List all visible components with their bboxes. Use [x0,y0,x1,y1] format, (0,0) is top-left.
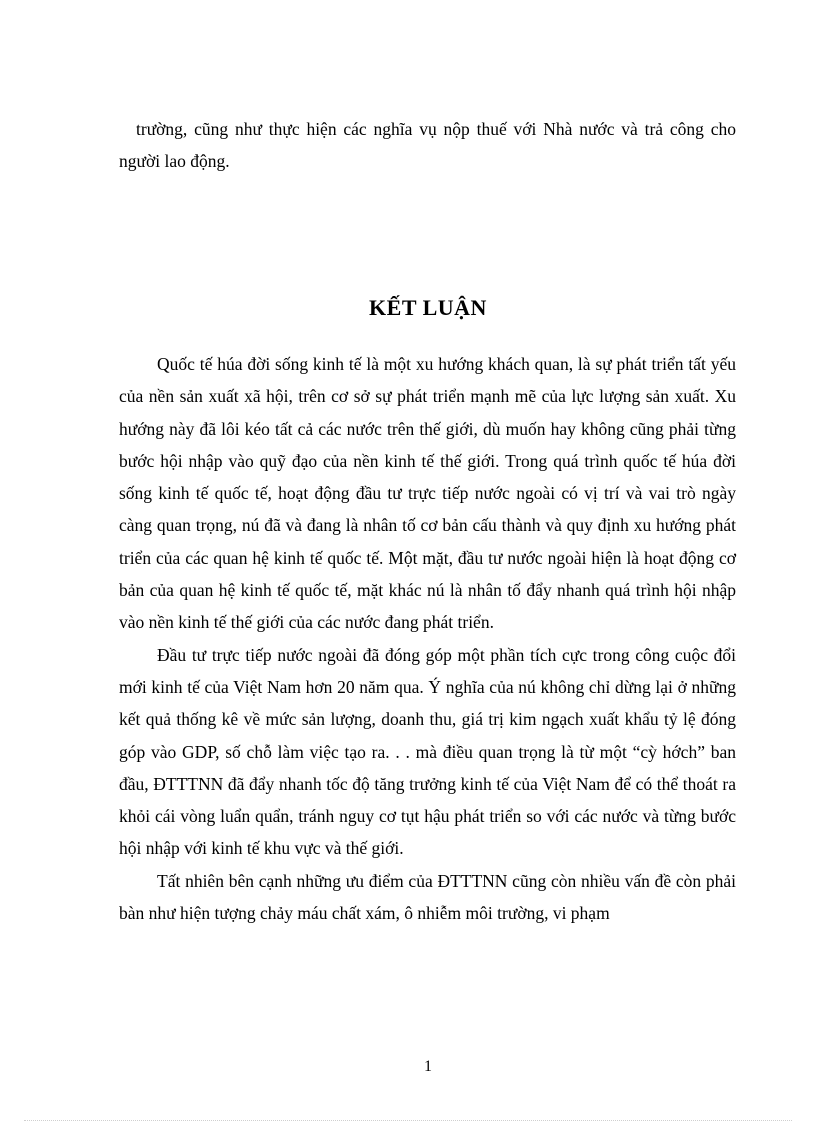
body-paragraph-1: Quốc tế húa đời sống kinh tế là một xu hướng khách quan, là sự phát triển tất yếu của nền sản xuất xã hội, trên cơ sở sự phát triển mạnh mẽ của lực lượng sản xuất. Xu hướng này đã lôi kéo tất cả các nước trên thế giới, dù muốn hay không cũng phải từng bước hội nhập vào quỹ đạo của nền kinh tế thế giới. Trong quá trình quốc tế húa đời sống kinh tế quốc tế, hoạt động đầu tư trực tiếp nước ngoài có vị trí và vai trò ngày càng quan trọng, nú đã và đang là nhân tố cơ bản cấu thành và quy định xu hướng phát triển của các quan hệ kinh tế quốc tế. Một mặt, đầu tư nước ngoài hiện là hoạt động cơ bản của quan hệ kinh tế quốc tế, mặt khác nú là nhân tố đẩy nhanh quá trình hội nhập vào nền kinh tế thế giới của các nước đang phát triển. [119,354,736,633]
page-number: 1 [424,1058,432,1075]
intro-paragraph-block [119,113,736,178]
intro-paragraph: trường, cũng như thực hiện các nghĩa vụ nộp thuế với Nhà nước và trả công cho người lao động. [119,119,736,172]
body-paragraph-3: Tất nhiên bên cạnh những ưu điểm của ĐTTTNN cũng còn nhiều vấn đề còn phải bàn như hiện tượng chảy máu chất xám, ô nhiễm môi trường, vi phạm [119,870,736,924]
conclusion-body [119,348,736,929]
section-heading: KẾT LUẬN [369,295,487,320]
page-bottom-divider [24,1120,792,1121]
body-paragraph-2: Đầu tư trực tiếp nước ngoài đã đóng góp một phần tích cực trong công cuộc đổi mới kinh tế của Việt Nam hơn 20 năm qua. Ý nghĩa của nú không chỉ dừng lại ở những kết quả thống kê về mức sản lượng, doanh thu, giá trị kim ngạch xuất khẩu tỷ lệ đóng góp vào GDP, số chỗ làm việc tạo ra. . . mà điều quan trọng là từ một “cỳ hớch” ban đầu, ĐTTTNN đã đẩy nhanh tốc độ tăng trưởng kinh tế của Việt Nam để có thể thoát ra khỏi cái vòng luẩn quẩn, tránh nguy cơ tụt hậu phát triển so với các nước và từng bước hội nhập với kinh tế khu vực và thế giới. [119,644,736,859]
